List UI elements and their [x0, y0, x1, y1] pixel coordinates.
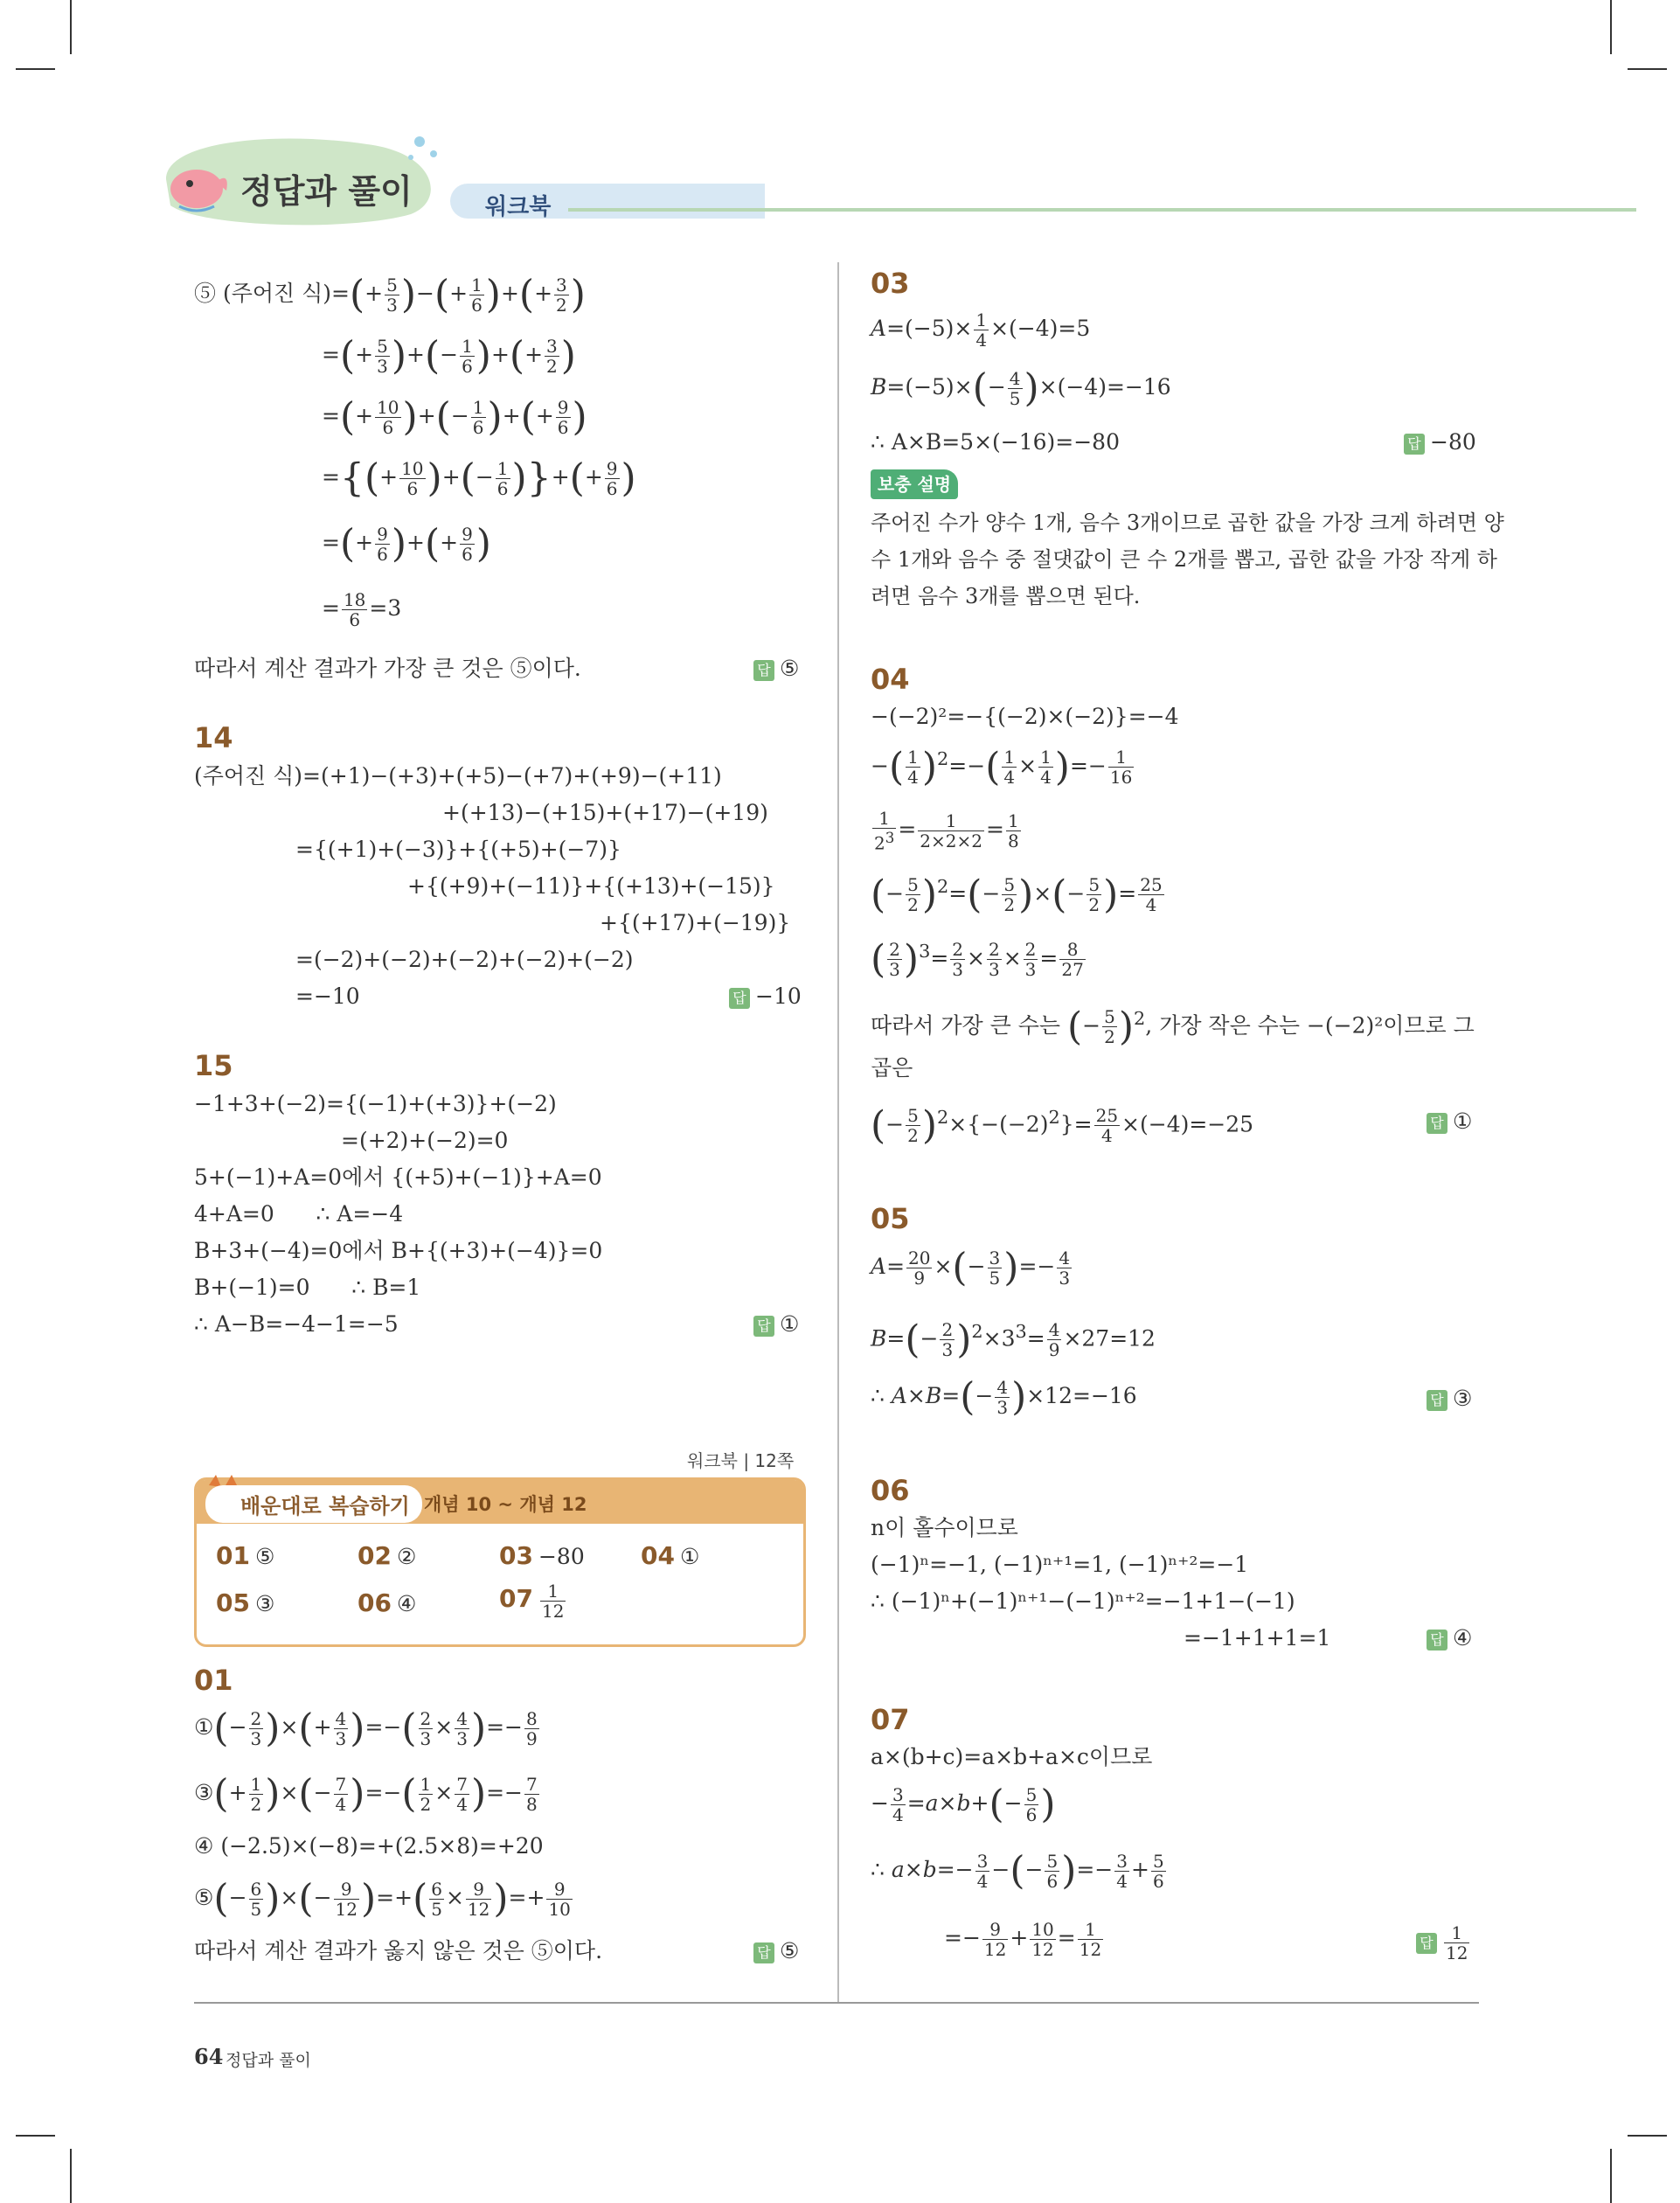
math-line: a×(b+c)=a×b+a×c이므로	[871, 1744, 1153, 1769]
math-line: ⑤(− $\frac{6}{5}$ )×(− $\frac{9}{12}$ )=+( $\frac{6}{5}$ × $\frac{9}{12}$ )=+ $\frac{9}{10}$	[194, 1876, 571, 1922]
note-badge: 보충 설명	[871, 469, 958, 499]
header-tab: 워크북	[485, 194, 552, 220]
review-item: 04 ①	[641, 1541, 700, 1570]
math-line: ④ (−2.5)×(−8)=+(2.5×8)=+20	[194, 1833, 544, 1859]
math-line: −( $\frac{1}{4}$ )$^2$=−( $\frac{1}{4}$ × $\frac{1}{4}$ )=− $\frac{1}{16}$	[871, 744, 1133, 789]
answer-label: 답 $\frac{1}{12}$	[1416, 1923, 1471, 1963]
review-item: 03 −80	[499, 1541, 585, 1570]
answer-mark-icon: 답	[1427, 1630, 1447, 1651]
problem-number: 15	[194, 1049, 233, 1082]
math-line: +{(+17)+(−19)}	[600, 910, 791, 935]
math-line: 따라서 가장 큰 수는 (− $\frac{5}{2}$ )$^2$, 가장 작은 수는 −(−2)²이므로 그	[871, 1004, 1475, 1049]
problem-number: 03	[871, 267, 910, 300]
math-line: −1+3+(−2)={(−1)+(+3)}+(−2)	[194, 1091, 557, 1116]
math-line: B=(− $\frac{2}{3}$ )$^2\times 3^3=$ $\frac{4}{9}$ ×27=12	[871, 1317, 1156, 1362]
math-line: ⑤ (주어진 식)=(+ $\frac{5}{3}$ )−(+ $\frac{1}{6}$ )+(+ $\frac{3}{2}$ )	[194, 272, 586, 317]
math-line: 곱은	[871, 1055, 913, 1081]
crop-mark	[1610, 0, 1612, 54]
answer-label: 답 ⑤	[753, 656, 799, 681]
note-text: 주어진 수가 양수 1개, 음수 3개이므로 곱한 값을 가장 크게 하려면 양	[871, 511, 1504, 535]
problem-number: 04	[871, 663, 910, 696]
footer-rule	[194, 2002, 1479, 2004]
answer-mark-icon: 답	[1427, 1113, 1447, 1134]
math-line: B+(−1)=0 ∴ B=1	[194, 1275, 421, 1300]
crop-mark	[70, 2149, 72, 2203]
math-line: =(−2)+(−2)+(−2)+(−2)+(−2)	[295, 947, 634, 972]
answer-mark-icon: 답	[1404, 434, 1425, 455]
note-text: 수 1개와 음수 중 절댓값이 큰 수 2개를 뽑고, 곱한 값을 가장 작게 하	[871, 547, 1497, 572]
answer-mark-icon: 답	[753, 660, 774, 681]
math-line: (−1)ⁿ=−1, (−1)ⁿ⁺¹=1, (−1)ⁿ⁺²=−1	[871, 1552, 1249, 1577]
math-line: ∴ (−1)ⁿ+(−1)ⁿ⁺¹−(−1)ⁿ⁺²=−1+1−(−1)	[871, 1588, 1295, 1614]
review-answer-box	[194, 1477, 806, 1647]
expression-label: ⑤ (주어진 식)=	[194, 281, 350, 306]
answer-mark-icon: 답	[753, 1316, 774, 1337]
answer-label: 답 ③	[1427, 1386, 1472, 1411]
problem-number: 14	[194, 721, 233, 754]
math-line: +{(+9)+(−11)}+{(+13)+(−15)}	[407, 873, 775, 899]
answer-label: 답 ④	[1427, 1625, 1472, 1651]
crop-mark	[16, 2135, 55, 2137]
review-item: 02 ②	[358, 1541, 417, 1570]
note-text: 려면 음수 3개를 뽑으면 된다.	[871, 584, 1141, 608]
header-title: 정답과 풀이	[240, 172, 413, 211]
math-line: A=(−5)× $\frac{1}{4}$ ×(−4)=5	[871, 309, 1091, 351]
math-line: ∴ A×B=(− $\frac{4}{3}$ )×12=−16	[871, 1374, 1137, 1420]
answer-mark-icon: 답	[753, 1942, 774, 1963]
math-line: = $\frac{18}{6}$ =3	[322, 589, 402, 630]
problem-number: 05	[871, 1202, 910, 1235]
footer-label: 정답과 풀이	[226, 2051, 311, 2070]
math-line: =−1+1+1=1	[1184, 1625, 1331, 1651]
crop-mark	[70, 0, 72, 54]
crop-mark	[16, 68, 55, 70]
crop-mark	[1628, 68, 1667, 70]
math-line: −(−2)²=−{(−2)×(−2)}=−4	[871, 704, 1179, 729]
answer-mark-icon: 답	[1416, 1933, 1437, 1954]
math-line: (− $\frac{5}{2}$ )$^2$=(− $\frac{5}{2}$ )×(− $\frac{5}{2}$ )= $\frac{25}{4}$	[871, 872, 1163, 917]
math-line: ①(− $\frac{2}{3}$ )×(+ $\frac{4}{3}$ )=−( $\frac{2}{3}$ × $\frac{4}{3}$ )=− $\frac{8}{9}$	[194, 1706, 538, 1751]
math-line: ∴ A−B=−4−1=−5	[194, 1311, 399, 1337]
math-line: ( $\frac{2}{3}$ )$^3$= $\frac{2}{3}$ × $\frac{2}{3}$ × $\frac{2}{3}$ = $\frac{8}{27}$	[871, 936, 1084, 982]
review-item: 06 ④	[358, 1588, 417, 1617]
conclusion-text: 따라서 계산 결과가 옳지 않은 것은 ⑤이다.	[194, 1938, 603, 1963]
math-line: =−10	[295, 983, 360, 1009]
review-item: 07 $\frac{1}{12}$	[499, 1581, 565, 1622]
review-range: 개념 10 ~ 개념 12	[424, 1494, 587, 1515]
math-line: =(+2)+(−2)=0	[341, 1128, 509, 1153]
math-line: n이 홀수이므로	[871, 1515, 1018, 1540]
math-line: − $\frac{3}{4}$ =a×b+(− $\frac{5}{6}$ )	[871, 1782, 1056, 1827]
review-title: 배운대로 복습하기	[205, 1485, 422, 1523]
crop-mark	[1628, 2135, 1667, 2137]
math-line: (− $\frac{5}{2}$ )$^2\times\{-(-2)^2\}=$ $\frac{25}{4}$ ×(−4)=−25	[871, 1102, 1254, 1148]
math-line: ③(+ $\frac{1}{2}$ )×(− $\frac{7}{4}$ )=−( $\frac{1}{2}$ × $\frac{7}{4}$ )=− $\frac{7}{8}$	[194, 1771, 538, 1817]
page-number: 64	[194, 2044, 224, 2069]
problem-number: 06	[871, 1474, 910, 1507]
column-divider	[837, 262, 839, 2002]
math-line: +(+13)−(+15)+(+17)−(+19)	[442, 800, 768, 825]
math-line: ∴ A×B=5×(−16)=−80	[871, 429, 1120, 455]
math-line: =− $\frac{9}{12}$ + $\frac{10}{12}$ = $\frac{1}{12}$	[944, 1919, 1102, 1960]
conclusion-text: 따라서 계산 결과가 가장 큰 것은 ⑤이다.	[194, 656, 581, 681]
math-line: $\frac{1}{2^3}$ = $\frac{1}{2\times 2\times 2}$ = $\frac{1}{8}$	[874, 808, 1019, 854]
review-item: 05 ③	[216, 1588, 275, 1617]
answer-label: 답 −10	[729, 983, 802, 1009]
math-line: B=(−5)×(− $\frac{4}{5}$ )×(−4)=−16	[871, 365, 1171, 411]
answer-label: 답 ①	[1427, 1108, 1472, 1134]
math-line: =(+ $\frac{5}{3}$ )+(− $\frac{1}{6}$ )+(+ $\frac{3}{2}$ )	[322, 333, 576, 379]
page-reference: 워크북 | 12쪽	[687, 1450, 795, 1471]
math-line: A= $\frac{20}{9}$ ×(− $\frac{3}{5}$ )=− $\frac{4}{3}$	[871, 1245, 1071, 1290]
math-line: B+3+(−4)=0에서 B+{(+3)+(−4)}=0	[194, 1238, 603, 1263]
math-line: =(+ $\frac{9}{6}$ )+(+ $\frac{9}{6}$ )	[322, 521, 491, 566]
math-line: ={(+1)+(−3)}+{(+5)+(−7)}	[295, 837, 621, 862]
whale-mascot-icon	[162, 156, 232, 217]
math-line: ={(+ $\frac{10}{6}$ )+(− $\frac{1}{6}$ )}+(+ $\frac{9}{6}$ )	[322, 455, 636, 501]
math-line: 4+A=0 ∴ A=−4	[194, 1201, 404, 1227]
math-line: (주어진 식)=(+1)−(+3)+(+5)−(+7)+(+9)−(+11)	[194, 763, 722, 789]
answer-mark-icon: 답	[729, 988, 750, 1009]
crop-mark	[1610, 2149, 1612, 2203]
review-item: 01 ⑤	[216, 1541, 275, 1570]
math-line: =(+ $\frac{10}{6}$ )+(− $\frac{1}{6}$ )+(+ $\frac{9}{6}$ )	[322, 394, 587, 440]
math-line: 5+(−1)+A=0에서 {(+5)+(−1)}+A=0	[194, 1164, 602, 1190]
answer-label: 답 ⑤	[753, 1938, 799, 1963]
problem-number: 07	[871, 1703, 910, 1736]
answer-label: 답 ①	[753, 1311, 799, 1337]
header-rule	[568, 208, 1636, 212]
answer-mark-icon: 답	[1427, 1390, 1447, 1411]
problem-number: 01	[194, 1664, 233, 1697]
answer-label: 답 −80	[1404, 429, 1476, 455]
math-line: ∴ a×b=− $\frac{3}{4}$ −(− $\frac{5}{6}$ )=− $\frac{3}{4}$ + $\frac{5}{6}$	[871, 1848, 1164, 1894]
